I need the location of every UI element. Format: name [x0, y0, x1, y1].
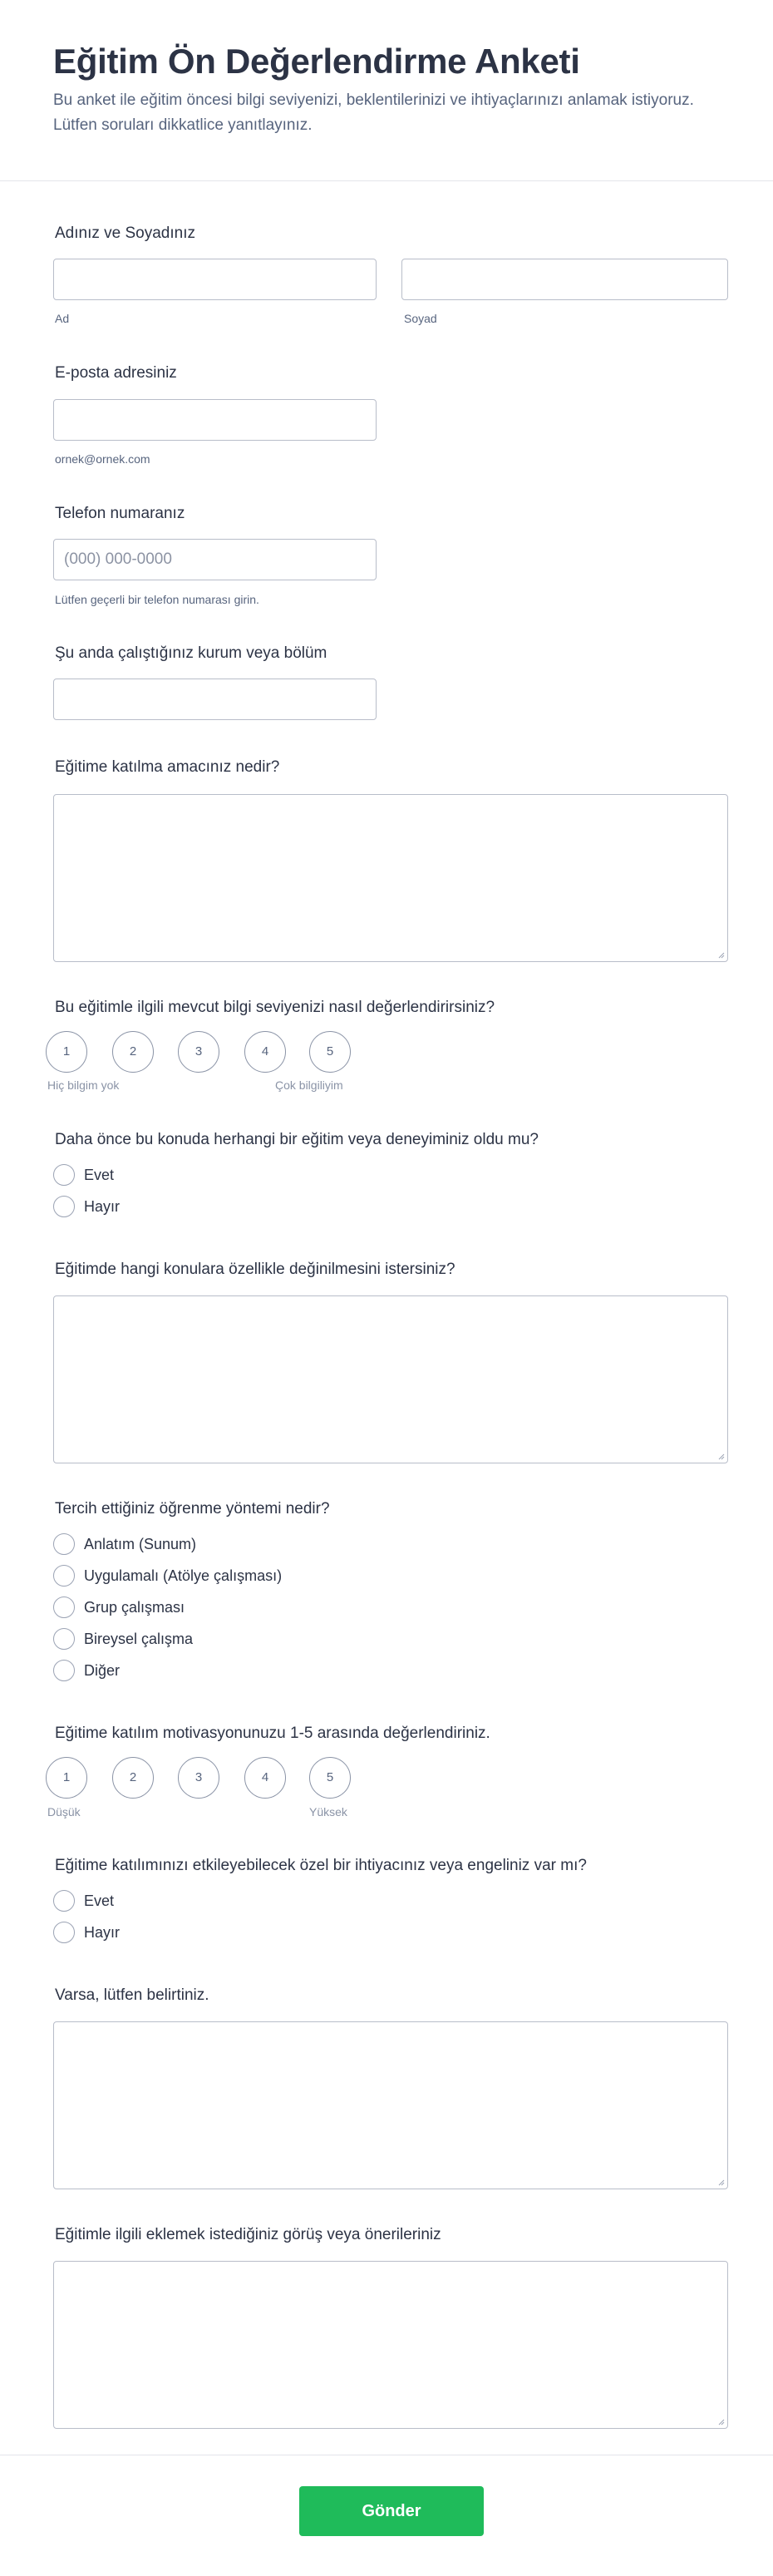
- prior-radio-hayir[interactable]: [53, 1196, 75, 1217]
- email-sublabel: ornek@ornek.com: [55, 452, 150, 466]
- knowledge-scale-2[interactable]: 2: [112, 1031, 154, 1073]
- method-option-2[interactable]: Uygulamalı (Atölye çalışması): [84, 1567, 283, 1584]
- prior-radio-evet[interactable]: [53, 1164, 75, 1186]
- feedback-textarea[interactable]: [53, 2261, 728, 2429]
- prior-question-label: Daha önce bu konuda herhangi bir eğitim veya deneyiminiz oldu mu?: [55, 1131, 539, 1148]
- method-radio-4[interactable]: [53, 1628, 75, 1650]
- knowledge-scale-5[interactable]: 5: [309, 1031, 351, 1073]
- method-radio-3[interactable]: [53, 1596, 75, 1618]
- knowledge-question-label: Bu eğitimle ilgili mevcut bilgi seviyenizi nasıl değerlendirirsiniz?: [55, 999, 495, 1016]
- name-question-label: Adınız ve Soyadınız: [55, 225, 195, 242]
- method-option-1[interactable]: Anlatım (Sunum): [84, 1536, 197, 1552]
- phone-sublabel: Lütfen geçerli bir telefon numarası girin.: [55, 593, 259, 606]
- method-radio-2[interactable]: [53, 1565, 75, 1587]
- knowledge-min-label: Hiç bilgim yok: [47, 1078, 120, 1092]
- specify-question-label: Varsa, lütfen belirtiniz.: [55, 1986, 209, 2004]
- motivation-max-label: Yüksek: [309, 1805, 347, 1818]
- purpose-question-label: Eğitime katılma amacınız nedir?: [55, 758, 280, 776]
- knowledge-scale-4[interactable]: 4: [244, 1031, 286, 1073]
- institution-input[interactable]: [53, 679, 377, 720]
- motivation-scale-5[interactable]: 5: [309, 1757, 351, 1799]
- needs-radio-hayir[interactable]: [53, 1922, 75, 1943]
- motivation-scale-2[interactable]: 2: [112, 1757, 154, 1799]
- needs-option-evet[interactable]: Evet: [84, 1893, 115, 1909]
- needs-option-hayir[interactable]: Hayır: [84, 1924, 121, 1941]
- motivation-question-label: Eğitime katılım motivasyonunuzu 1-5 arasında değerlendiriniz.: [55, 1725, 490, 1742]
- phone-input[interactable]: (000) 000-0000: [53, 539, 377, 580]
- method-question-label: Tercih ettiğiniz öğrenme yöntemi nedir?: [55, 1500, 330, 1517]
- first-name-sublabel: Ad: [55, 312, 70, 325]
- knowledge-scale-3[interactable]: 3: [178, 1031, 219, 1073]
- resize-grip-icon[interactable]: [716, 2417, 725, 2425]
- motivation-min-label: Düşük: [47, 1805, 81, 1818]
- email-input[interactable]: [53, 399, 377, 441]
- phone-question-label: Telefon numaranız: [55, 505, 185, 522]
- resize-grip-icon[interactable]: [716, 1452, 725, 1460]
- specify-textarea[interactable]: [53, 2021, 728, 2189]
- email-question-label: E-posta adresiniz: [55, 364, 177, 382]
- method-option-4[interactable]: Bireysel çalışma: [84, 1631, 194, 1647]
- last-name-sublabel: Soyad: [404, 312, 437, 325]
- form-title: Eğitim Ön Değerlendirme Anketi: [53, 42, 580, 81]
- first-name-input[interactable]: [53, 259, 377, 300]
- motivation-scale-4[interactable]: 4: [244, 1757, 286, 1799]
- motivation-scale-1[interactable]: 1: [46, 1757, 87, 1799]
- feedback-question-label: Eğitimle ilgili eklemek istediğiniz görüş veya önerileriniz: [55, 2226, 441, 2243]
- purpose-textarea[interactable]: [53, 794, 728, 962]
- institution-question-label: Şu anda çalıştığınız kurum veya bölüm: [55, 644, 327, 662]
- form-description: Bu anket ile eğitim öncesi bilgi seviyenizi, beklentilerinizi ve ihtiyaçlarınızı anlamak istiyoruz. Lütfen soruları dikkatlice yanıtlayınız.: [53, 91, 694, 134]
- needs-question-label: Eğitime katılımınızı etkileyebilecek özel bir ihtiyacınız veya engeliniz var mı?: [55, 1857, 587, 1874]
- method-option-5[interactable]: Diğer: [84, 1662, 121, 1679]
- knowledge-max-label: Çok bilgiliyim: [275, 1078, 343, 1092]
- resize-grip-icon[interactable]: [716, 950, 725, 959]
- prior-option-hayir[interactable]: Hayır: [84, 1198, 121, 1215]
- topics-textarea[interactable]: [53, 1295, 728, 1463]
- prior-option-evet[interactable]: Evet: [84, 1167, 115, 1183]
- method-option-3[interactable]: Grup çalışması: [84, 1599, 185, 1616]
- resize-grip-icon[interactable]: [716, 2178, 725, 2186]
- method-radio-1[interactable]: [53, 1533, 75, 1555]
- method-radio-5[interactable]: [53, 1660, 75, 1681]
- topics-question-label: Eğitimde hangi konulara özellikle değinilmesini istersiniz?: [55, 1261, 455, 1278]
- motivation-scale-3[interactable]: 3: [178, 1757, 219, 1799]
- needs-radio-evet[interactable]: [53, 1890, 75, 1912]
- form-header: [0, 0, 773, 181]
- submit-button[interactable]: Gönder: [299, 2486, 484, 2536]
- last-name-input[interactable]: [401, 259, 728, 300]
- knowledge-scale-1[interactable]: 1: [46, 1031, 87, 1073]
